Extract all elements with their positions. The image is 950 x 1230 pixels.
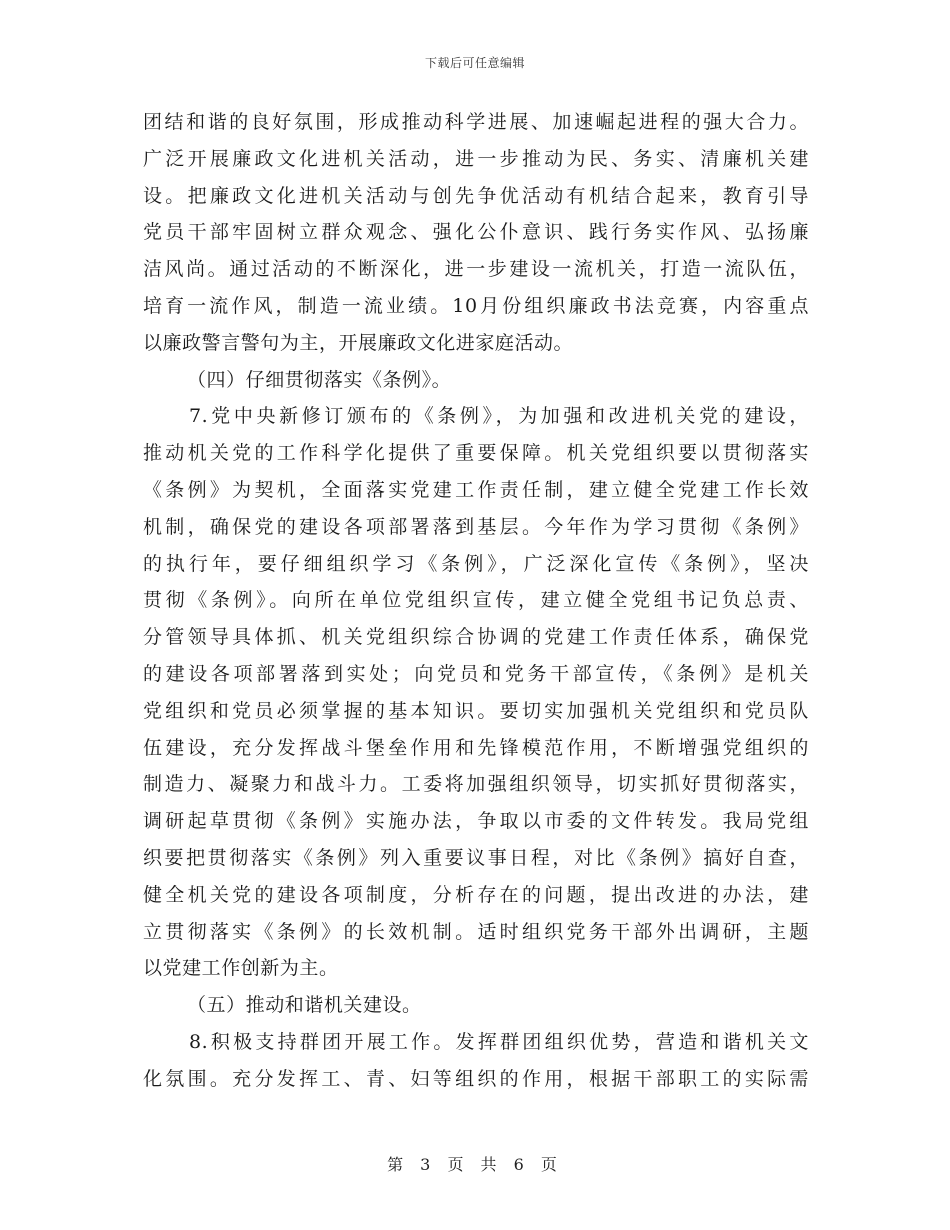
text-line: 化氛围。充分发挥工、青、妇等组织的作用，根据干部职工的实际需 [143,1067,809,1090]
text-line: 设。把廉政文化进机关活动与创先争优活动有机结合起来，教育引导 [143,184,809,207]
text-line: 的建设各项部署落到实处；向党员和党务干部宣传，《条例》是机关 [143,662,809,685]
text-line: 贯彻《条例》。向所在单位党组织宣传，建立健全党组书记负总责、 [143,589,809,612]
text-line: 调研起草贯彻《条例》实施办法，争取以市委的文件转发。我局党组 [143,810,809,833]
text-line: 党组织和党员必须掌握的基本知识。要切实加强机关党组织和党员队 [143,699,809,722]
document-body [143,104,809,1098]
text-line: 立贯彻落实《条例》的长效机制。适时组织党务干部外出调研，主题 [143,920,809,943]
text-line: 健全机关党的建设各项制度，分析存在的问题，提出改进的办法，建 [143,883,809,906]
section-heading: （五）推动和谐机关建设。 [187,994,422,1017]
text-line: 党员干部牢固树立群众观念、强化公仆意识、践行务实作风、弘扬廉 [143,221,809,244]
text-line: 伍建设，充分发挥战斗堡垒作用和先锋模范作用，不断增强党组织的 [143,736,809,759]
text-line: 洁风尚。通过活动的不断深化，进一步建设一流机关，打造一流队伍， [143,258,809,281]
page-header: 下载后可任意编辑 [424,56,525,70]
text-line: 机制，确保党的建设各项部署落到基层。今年作为学习贯彻《条例》 [143,515,809,538]
text-line: 团结和谐的良好氛围，形成推动科学进展、加速崛起进程的强大合力。 [143,111,809,133]
text-line: 制造力、凝聚力和战斗力。工委将加强组织领导，切实抓好贯彻落实， [143,773,809,796]
text-line: 推动机关党的工作科学化提供了重要保障。机关党组织要以贯彻落实 [143,442,809,465]
text-line: 广泛开展廉政文化进机关活动，进一步推动为民、务实、清廉机关建 [143,147,809,170]
text-line: 培育一流作风，制造一流业绩。10月份组织廉政书法竞赛，内容重点 [143,294,809,317]
text-line: 分管领导具体抓、机关党组织综合协调的党建工作责任体系，确保党 [143,626,809,649]
page-footer: 第 3 页 共 6 页 [387,1155,563,1174]
text-line: 8.积极支持群团开展工作。发挥群团组织优势，营造和谐机关文 [189,1030,809,1053]
text-line: 以党建工作创新为主。 [143,957,339,980]
text-line: 以廉政警言警句为主，开展廉政文化进家庭活动。 [143,331,574,354]
text-line: 的执行年，要仔细组织学习《条例》，广泛深化宣传《条例》，坚决 [143,552,809,575]
text-line: 《条例》为契机，全面落实党建工作责任制，建立健全党建工作长效 [143,478,809,501]
text-line: 7.党中央新修订颁布的《条例》，为加强和改进机关党的建设， [189,405,809,428]
section-heading: （四）仔细贯彻落实《条例》。 [187,368,452,391]
text-line: 织要把贯彻落实《条例》列入重要议事日程，对比《条例》搞好自查， [143,846,809,869]
